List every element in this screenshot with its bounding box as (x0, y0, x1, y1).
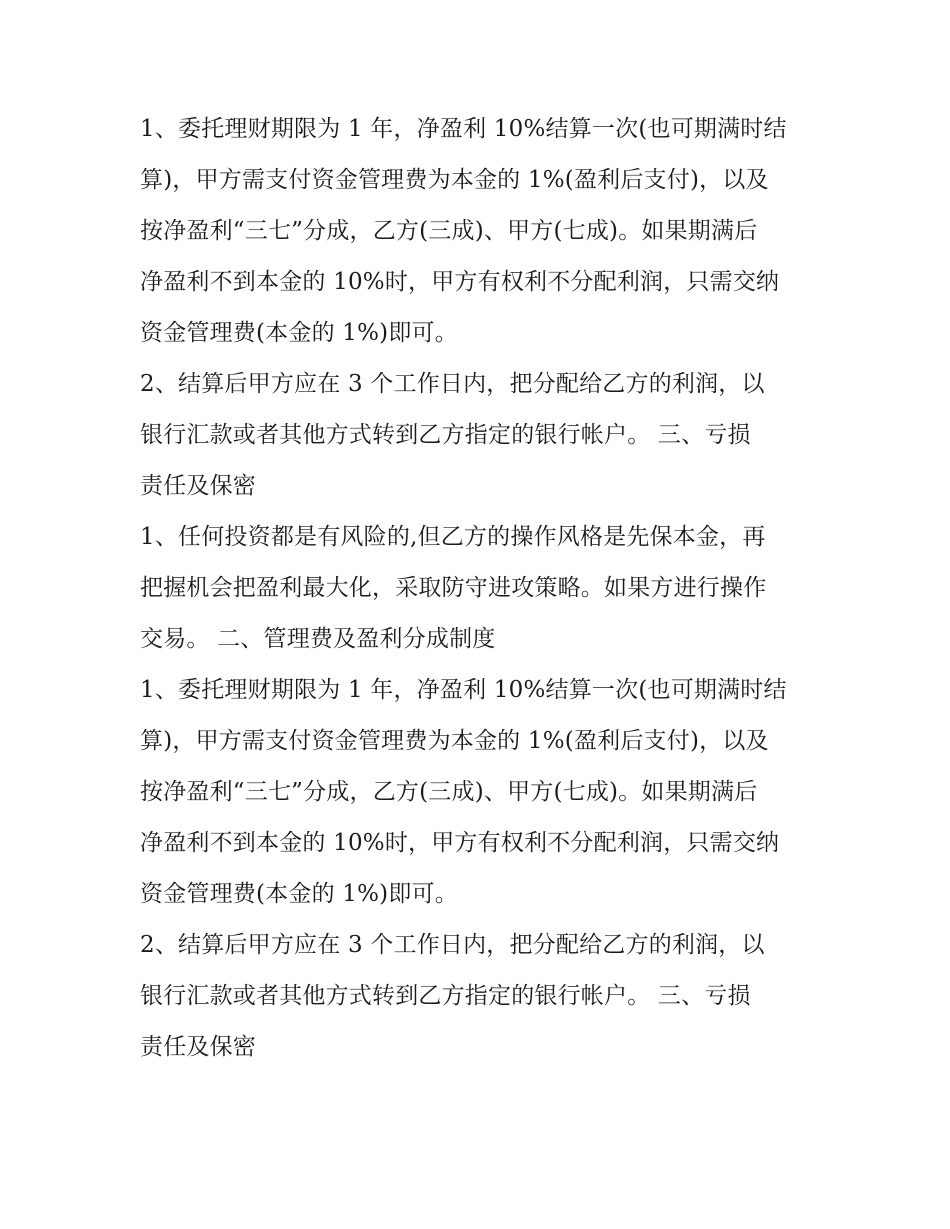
text-line: 1、委托理财期限为 1 年，净盈利 10%结算一次(也可期满时结 (140, 677, 787, 703)
text-line: 把握机会把盈利最大化，采取防守进攻策略。如果方进行操作 (140, 575, 767, 601)
text-line: 算)，甲方需支付资金管理费为本金的 1%(盈利后支付)，以及 (140, 728, 769, 754)
text-line: 2、结算后甲方应在 3 个工作日内，把分配给乙方的利润，以 (140, 932, 765, 958)
text-line: 按净盈利“三七”分成，乙方(三成)、甲方(七成)。如果期满后 (140, 779, 758, 805)
text-line: 责任及保密 (140, 1034, 256, 1060)
text-line: 1、委托理财期限为 1 年，净盈利 10%结算一次(也可期满时结 (140, 116, 787, 142)
text-line: 按净盈利“三七”分成，乙方(三成)、甲方(七成)。如果期满后 (140, 218, 758, 244)
text-line: 资金管理费(本金的 1%)即可。 (140, 320, 458, 346)
text-line: 净盈利不到本金的 10%时，甲方有权利不分配利润，只需交纳 (140, 830, 780, 856)
text-line: 算)，甲方需支付资金管理费为本金的 1%(盈利后支付)，以及 (140, 167, 769, 193)
text-line: 2、结算后甲方应在 3 个工作日内，把分配给乙方的利润，以 (140, 371, 765, 397)
text-line: 净盈利不到本金的 10%时，甲方有权利不分配利润，只需交纳 (140, 269, 780, 295)
text-line: 银行汇款或者其他方式转到乙方指定的银行帐户。 三、亏损 (140, 422, 751, 448)
text-line: 责任及保密 (140, 473, 256, 499)
document-body (140, 104, 815, 1073)
text-line: 1、任何投资都是有风险的,但乙方的操作风格是先保本金，再 (140, 524, 766, 550)
text-line: 银行汇款或者其他方式转到乙方指定的银行帐户。 三、亏损 (140, 983, 751, 1009)
text-line: 资金管理费(本金的 1%)即可。 (140, 881, 458, 907)
text-line: 交易。 二、管理费及盈利分成制度 (140, 626, 496, 652)
